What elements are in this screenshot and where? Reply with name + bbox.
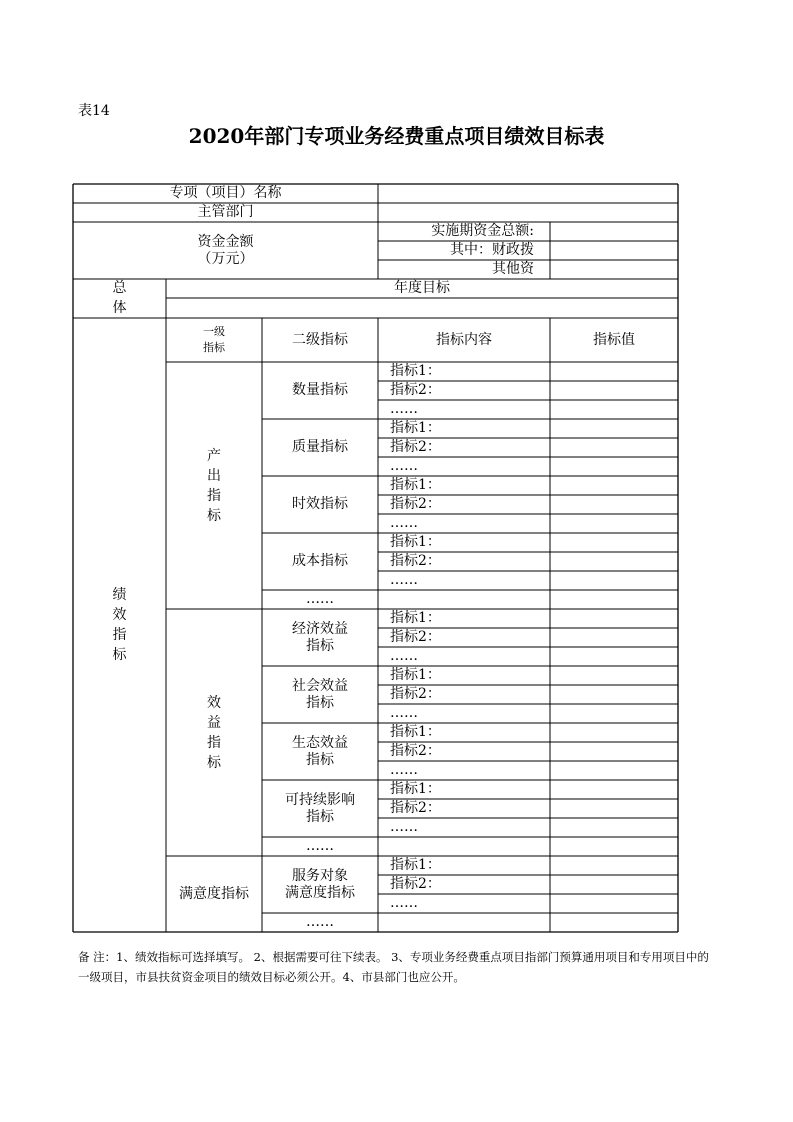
sub-ecological bbox=[262, 723, 378, 780]
annual-goal-label-text: 年度目标 bbox=[394, 280, 450, 296]
benefit-more bbox=[262, 837, 378, 856]
indicator-2 bbox=[378, 742, 550, 761]
sub-quality bbox=[262, 419, 378, 476]
indicator-more bbox=[378, 457, 550, 476]
indicator-1-text: 指标1： bbox=[390, 420, 441, 436]
group-satisfaction bbox=[166, 856, 262, 932]
indicator-more-text: …… bbox=[390, 458, 418, 474]
sub-service-satisfaction bbox=[262, 856, 378, 913]
indicator-more bbox=[378, 761, 550, 780]
benefit-more-text: …… bbox=[306, 838, 334, 854]
indicator-more bbox=[378, 894, 550, 913]
col-level1-text: 一级 bbox=[203, 325, 225, 338]
indicator-1-text: 指标1： bbox=[390, 363, 441, 379]
indicator-more-text: …… bbox=[390, 819, 418, 835]
funds-label bbox=[73, 222, 378, 279]
indicator-2-text: 指标2： bbox=[390, 876, 441, 892]
total-funds-label bbox=[378, 222, 550, 241]
indicator-more-text: …… bbox=[390, 572, 418, 588]
indicator-2 bbox=[378, 552, 550, 571]
indicator-2 bbox=[378, 495, 550, 514]
satisfaction-more-text: …… bbox=[306, 914, 334, 930]
sub-sustainable-text: 指标 bbox=[306, 808, 334, 825]
footnote: 备 注：1、绩效指标可选择填写。 2、根据需要可往下续表。 3、专项业务经费重点项目指部门预算通用项目和专用项目中的一级项目，市县扶贫资金项目的绩效目标必须公开。4、市县部门也应公开。 bbox=[78, 950, 709, 984]
overall-label-2 bbox=[73, 298, 166, 318]
indicator-more-text: …… bbox=[390, 401, 418, 417]
sub-sustainable bbox=[262, 780, 378, 837]
indicator-1-text: 指标1： bbox=[390, 857, 441, 873]
sub-quantity bbox=[262, 362, 378, 419]
indicator-1-text: 指标1： bbox=[390, 781, 441, 797]
table-number: 表14 bbox=[78, 103, 110, 119]
indicator-more bbox=[378, 571, 550, 590]
satisfaction-more bbox=[262, 913, 378, 932]
dept-label bbox=[73, 203, 378, 222]
other-label bbox=[378, 260, 550, 279]
indicator-more-text: …… bbox=[390, 762, 418, 778]
page-title: 2020年部门专项业务经费重点项目绩效目标表 bbox=[188, 124, 605, 148]
indicator-1-text: 指标1： bbox=[390, 610, 441, 626]
sub-quality-text: 质量指标 bbox=[292, 439, 348, 455]
indicator-1 bbox=[378, 723, 550, 742]
project-name-label-text: 专项（项目）名称 bbox=[169, 185, 282, 201]
project-name-label bbox=[73, 184, 378, 203]
indicator-more bbox=[378, 514, 550, 533]
col-level2 bbox=[262, 318, 378, 362]
sub-ecological-text: 生态效益 bbox=[292, 734, 348, 751]
sub-cost-text: 成本指标 bbox=[292, 553, 348, 569]
funds-label-text: 资金金额 bbox=[197, 233, 254, 250]
indicator-2-text: 指标2： bbox=[390, 743, 441, 759]
col-value bbox=[550, 318, 678, 362]
indicator-2-text: 指标2： bbox=[390, 553, 441, 569]
indicator-2 bbox=[378, 799, 550, 818]
col-level1 bbox=[166, 318, 262, 362]
indicator-more-text: …… bbox=[390, 705, 418, 721]
sub-social-text: 指标 bbox=[306, 694, 334, 711]
indicator-2 bbox=[378, 438, 550, 457]
indicator-more bbox=[378, 647, 550, 666]
indicator-1-text: 指标1： bbox=[390, 667, 441, 683]
indicator-2-text: 指标2： bbox=[390, 800, 441, 816]
indicator-2-text: 指标2： bbox=[390, 382, 441, 398]
indicator-1 bbox=[378, 362, 550, 381]
indicator-2-text: 指标2： bbox=[390, 496, 441, 512]
indicator-2 bbox=[378, 685, 550, 704]
indicator-1 bbox=[378, 476, 550, 495]
indicator-2-text: 指标2： bbox=[390, 629, 441, 645]
output-more bbox=[262, 590, 378, 609]
col-content bbox=[378, 318, 550, 362]
col-value-text: 指标值 bbox=[593, 331, 635, 348]
indicator-2-text: 指标2： bbox=[390, 439, 441, 455]
indicator-more bbox=[378, 400, 550, 419]
sub-social-text: 社会效益 bbox=[292, 677, 348, 694]
indicator-1-text: 指标1： bbox=[390, 724, 441, 740]
sub-sustainable-text: 可持续影响 bbox=[285, 791, 355, 808]
sub-timeliness bbox=[262, 476, 378, 533]
group-performance bbox=[73, 318, 166, 932]
output-more-text: …… bbox=[306, 591, 334, 607]
group-output bbox=[166, 362, 262, 609]
group-output-text: 产出指标 bbox=[207, 447, 221, 524]
overall-label-1 bbox=[73, 279, 166, 298]
group-benefit bbox=[166, 609, 262, 856]
indicator-more-text: …… bbox=[390, 895, 418, 911]
indicator-1 bbox=[378, 419, 550, 438]
overall-label-1-text: 总 bbox=[112, 280, 127, 296]
indicator-1 bbox=[378, 856, 550, 875]
indicator-1 bbox=[378, 666, 550, 685]
sub-cost bbox=[262, 533, 378, 590]
overall-label-2-text: 体 bbox=[112, 299, 127, 316]
indicator-1 bbox=[378, 533, 550, 552]
other-label-text: 其他资 bbox=[492, 261, 534, 277]
indicator-2 bbox=[378, 875, 550, 894]
indicator-2-text: 指标2： bbox=[390, 686, 441, 702]
group-performance-text: 绩效指标 bbox=[112, 587, 127, 663]
sub-ecological-text: 指标 bbox=[306, 751, 334, 768]
fiscal-label bbox=[378, 241, 550, 260]
sub-quantity-text: 数量指标 bbox=[292, 382, 348, 398]
sub-service-satisfaction-text: 服务对象 bbox=[292, 867, 348, 884]
col-content-text: 指标内容 bbox=[436, 331, 492, 348]
indicator-2 bbox=[378, 381, 550, 400]
indicator-1-text: 指标1： bbox=[390, 534, 441, 550]
funds-label-text: （万元） bbox=[197, 250, 254, 267]
indicator-2 bbox=[378, 628, 550, 647]
group-satisfaction-text: 满意度指标 bbox=[179, 885, 249, 902]
col-level1-text: 指标 bbox=[203, 341, 225, 354]
indicator-more bbox=[378, 818, 550, 837]
sub-social bbox=[262, 666, 378, 723]
indicator-1 bbox=[378, 780, 550, 799]
indicator-1-text: 指标1： bbox=[390, 477, 441, 493]
indicator-more bbox=[378, 704, 550, 723]
total-funds-label-text: 实施期资金总额: bbox=[431, 223, 534, 239]
dept-label-text: 主管部门 bbox=[197, 204, 254, 220]
indicator-more-text: …… bbox=[390, 515, 418, 531]
annual-goal-label bbox=[166, 279, 678, 298]
indicator-1 bbox=[378, 609, 550, 628]
sub-service-satisfaction-text: 满意度指标 bbox=[285, 884, 355, 901]
group-benefit-text: 效益指标 bbox=[207, 694, 221, 771]
sub-economic-text: 指标 bbox=[306, 637, 334, 654]
fiscal-label-text: 其中：财政拨 bbox=[450, 242, 534, 258]
sub-economic-text: 经济效益 bbox=[292, 620, 348, 637]
sub-economic bbox=[262, 609, 378, 666]
sub-timeliness-text: 时效指标 bbox=[292, 496, 348, 512]
indicator-more-text: …… bbox=[390, 648, 418, 664]
col-level2-text: 二级指标 bbox=[292, 331, 348, 348]
